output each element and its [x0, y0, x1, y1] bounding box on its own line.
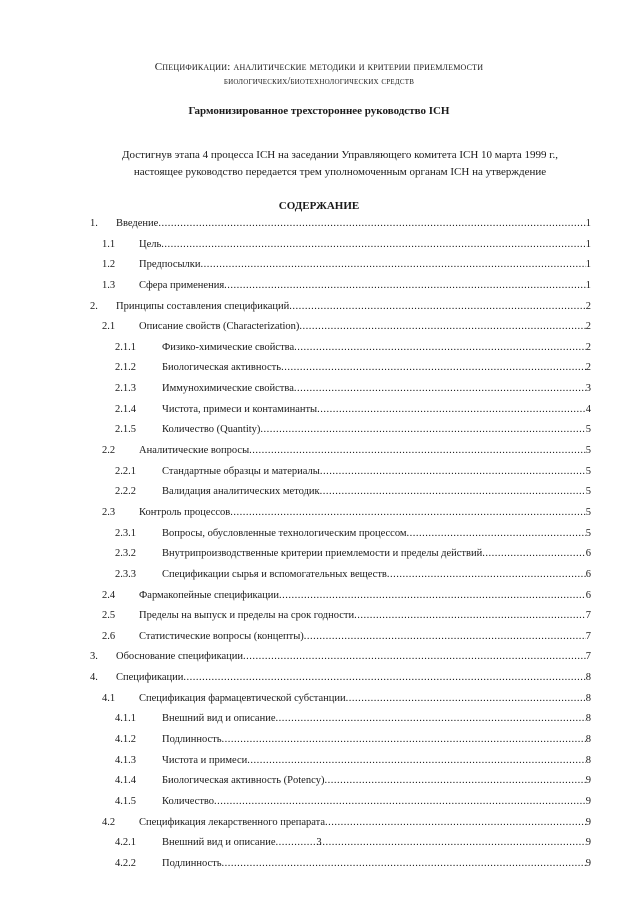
toc-entry[interactable] [0, 730, 638, 751]
toc-entry-number: 2.1 [102, 321, 116, 333]
toc-entry-page: 9 [585, 837, 591, 849]
toc-entry-line [139, 813, 591, 834]
toc-entry[interactable] [0, 358, 638, 379]
toc-entry[interactable] [0, 792, 638, 813]
toc-entry-line [116, 647, 591, 668]
toc-entry-number: 4.1.3 [115, 754, 136, 766]
toc-entry-page: 8 [585, 754, 591, 766]
toc-entry[interactable] [0, 524, 638, 545]
toc-entry-number: 4.2 [102, 816, 116, 828]
toc-entry-line [139, 606, 591, 627]
toc-entry-line [116, 297, 591, 318]
toc-leader-dots [161, 235, 585, 256]
toc-entry-page: 8 [585, 734, 591, 746]
toc-entry-line [139, 441, 591, 462]
toc-entry-label: Сфера применения [139, 276, 224, 297]
toc-leader-dots [222, 854, 586, 875]
toc-entry-number: 2.1.1 [115, 341, 136, 353]
toc-entry-line [139, 276, 591, 297]
toc-entry-line [162, 482, 591, 503]
toc-entry-number: 1.3 [102, 279, 116, 291]
toc-entry-line [139, 627, 591, 648]
toc-entry-number: 2.3 [102, 506, 116, 518]
toc-entry[interactable] [0, 338, 638, 359]
toc-entry-label: Аналитические вопросы [139, 441, 249, 462]
intro-line-2: настоящее руководство передается трем уполномоченным органам ICH на утверждение [133, 166, 547, 178]
toc-leader-dots [249, 441, 586, 462]
toc-entry-line [162, 420, 591, 441]
toc-entry-number: 2.1.3 [115, 383, 136, 395]
toc-entry[interactable] [0, 214, 638, 235]
toc-leader-dots [346, 689, 586, 710]
toc-leader-dots [243, 647, 586, 668]
toc-leader-dots [289, 297, 585, 318]
toc-entry-number: 4.2.2 [115, 857, 136, 869]
toc-entry[interactable] [0, 565, 638, 586]
toc-entry-line [139, 235, 591, 256]
intro-line-1: Достигнув этапа 4 процесса ICH на заседании Управляющего комитета ICH 10 марта 1999 г., [121, 149, 558, 161]
toc-entry-number: 2.4 [102, 589, 116, 601]
toc-entry-label: Физико-химические свойства [162, 338, 294, 359]
toc-leader-dots [325, 771, 586, 792]
toc-leader-dots [183, 668, 585, 689]
table-of-contents [0, 214, 638, 875]
toc-entry-line [162, 462, 591, 483]
toc-entry-number: 2.3.2 [115, 548, 136, 560]
toc-entry-page: 5 [585, 445, 591, 457]
toc-entry-label: Валидация аналитических методик [162, 482, 320, 503]
toc-entry-page: 9 [585, 816, 591, 828]
toc-entry-label: Пределы на выпуск и пределы на срок годности [139, 606, 354, 627]
toc-entry-page: 5 [585, 527, 591, 539]
toc-entry-number: 4.1 [102, 692, 116, 704]
toc-entry-label: Контроль процессов [139, 503, 230, 524]
toc-entry-label: Подлинность [162, 730, 222, 751]
toc-entry[interactable] [0, 420, 638, 441]
document-title-line1-text: Спецификации: аналитические методики и критерии приемлемости [154, 61, 484, 73]
toc-entry-line [162, 524, 591, 545]
toc-entry[interactable] [0, 627, 638, 648]
toc-entry-label: Биологическая активность [162, 358, 281, 379]
toc-leader-dots [201, 255, 586, 276]
toc-entry-number: 2.3.1 [115, 527, 136, 539]
document-title-line1 [0, 61, 638, 73]
toc-entry[interactable] [0, 854, 638, 875]
toc-entry-page: 5 [585, 465, 591, 477]
toc-entry-number: 4.2.1 [115, 837, 136, 849]
toc-entry-number: 2.3.3 [115, 568, 136, 580]
toc-entry-label: Цель [139, 235, 161, 256]
toc-entry-number: 4.1.1 [115, 713, 136, 725]
toc-entry-line [162, 565, 591, 586]
toc-entry-label: Спецификация лекарственного препарата [139, 813, 325, 834]
toc-entry[interactable] [0, 771, 638, 792]
toc-entry[interactable] [0, 689, 638, 710]
toc-leader-dots [158, 214, 585, 235]
toc-entry-line [116, 214, 591, 235]
toc-entry[interactable] [0, 317, 638, 338]
toc-entry-page: 1 [585, 279, 591, 291]
toc-entry-label: Стандартные образцы и материалы [162, 462, 320, 483]
toc-entry[interactable] [0, 606, 638, 627]
toc-entry[interactable] [0, 647, 638, 668]
toc-entry[interactable] [0, 379, 638, 400]
toc-entry-label: Внешний вид и описание [162, 833, 275, 854]
toc-entry[interactable] [0, 813, 638, 834]
toc-leader-dots [482, 544, 586, 565]
toc-entry-number: 1.1 [102, 238, 116, 250]
toc-leader-dots [317, 400, 586, 421]
toc-entry-label: Спецификации [116, 668, 183, 689]
toc-entry-line [139, 503, 591, 524]
toc-entry-label: Обоснование спецификации [116, 647, 243, 668]
toc-entry-line [162, 751, 591, 772]
toc-entry-label: Фармакопейные спецификации [139, 586, 279, 607]
toc-entry-number: 2.2.2 [115, 486, 136, 498]
toc-entry-page: 2 [585, 362, 591, 374]
toc-entry-number: 2.1.4 [115, 403, 136, 415]
toc-entry-page: 2 [585, 341, 591, 353]
toc-entry-line [116, 668, 591, 689]
toc-entry-number: 4.1.5 [115, 795, 136, 807]
toc-entry-number: 2.1.2 [115, 362, 136, 374]
toc-entry-line [162, 338, 591, 359]
toc-entry-page: 1 [585, 238, 591, 250]
toc-leader-dots [320, 462, 586, 483]
intro-paragraph [60, 147, 620, 181]
toc-leader-dots [354, 606, 586, 627]
toc-entry-number: 1.2 [102, 259, 116, 271]
toc-entry-number: 4. [90, 672, 98, 684]
toc-entry-page: 5 [585, 424, 591, 436]
toc-entry[interactable] [0, 668, 638, 689]
toc-leader-dots [294, 379, 586, 400]
toc-leader-dots [275, 709, 585, 730]
toc-entry-label: Иммунохимические свойства [162, 379, 294, 400]
toc-entry-number: 2.2 [102, 445, 116, 457]
toc-entry-label: Спецификации сырья и вспомогательных веществ [162, 565, 387, 586]
toc-entry-number: 4.1.2 [115, 734, 136, 746]
toc-entry-label: Вопросы, обусловленные технологическим процессом [162, 524, 407, 545]
toc-leader-dots [320, 482, 586, 503]
toc-entry-line [162, 358, 591, 379]
toc-entry-line [162, 400, 591, 421]
toc-entry-label: Внешний вид и описание [162, 709, 275, 730]
toc-entry-label: Количество (Quantity) [162, 420, 260, 441]
toc-leader-dots [279, 586, 586, 607]
toc-entry-page: 7 [585, 630, 591, 642]
toc-leader-dots [387, 565, 586, 586]
toc-entry[interactable] [0, 544, 638, 565]
toc-entry[interactable] [0, 751, 638, 772]
toc-entry-page: 1 [585, 218, 591, 229]
toc-leader-dots [325, 813, 586, 834]
toc-entry-page: 6 [585, 568, 591, 580]
toc-entry[interactable] [0, 462, 638, 483]
toc-entry-page: 7 [585, 651, 591, 663]
toc-leader-dots [304, 627, 586, 648]
toc-entry-page: 8 [585, 692, 591, 704]
toc-entry-number: 2.5 [102, 610, 116, 622]
toc-entry-number: 2.6 [102, 630, 116, 642]
toc-entry-label: Чистота и примеси [162, 751, 247, 772]
toc-entry-label: Подлинность [162, 854, 222, 875]
toc-entry[interactable] [0, 586, 638, 607]
document-title-line2-text: биологических/биотехнологических средств [223, 76, 415, 87]
toc-leader-dots [224, 276, 586, 297]
toc-entry-label: Количество [162, 792, 214, 813]
toc-entry-number: 4.1.4 [115, 775, 136, 787]
document-subtitle: Гармонизированное трехстороннее руководство ICH [188, 105, 450, 117]
toc-leader-dots [222, 730, 586, 751]
toc-entry-line [162, 792, 591, 813]
toc-entry-page: 8 [585, 672, 591, 684]
document-title-line2 [0, 76, 638, 87]
toc-entry-label: Введение [116, 214, 158, 235]
toc-entry-page: 9 [585, 857, 591, 869]
toc-entry[interactable] [0, 255, 638, 276]
toc-entry-number: 2.1.5 [115, 424, 136, 436]
toc-entry-page: 4 [585, 403, 591, 415]
toc-leader-dots [214, 792, 586, 813]
toc-entry-page: 5 [585, 506, 591, 518]
toc-entry[interactable] [0, 235, 638, 256]
toc-entry[interactable] [0, 441, 638, 462]
toc-leader-dots [230, 503, 585, 524]
toc-heading: СОДЕРЖАНИЕ [278, 200, 360, 212]
toc-entry-label: Предпосылки [139, 255, 201, 276]
toc-entry-page: 2 [585, 300, 591, 312]
toc-leader-dots [407, 524, 586, 545]
toc-leader-dots [294, 338, 586, 359]
toc-entry-line [139, 255, 591, 276]
toc-entry-number: 1. [90, 218, 98, 229]
toc-entry-page: 9 [585, 795, 591, 807]
toc-entry-line [162, 709, 591, 730]
toc-entry[interactable] [0, 709, 638, 730]
toc-leader-dots [260, 420, 585, 441]
toc-entry-line [139, 586, 591, 607]
toc-entry-page: 6 [585, 548, 591, 560]
toc-entry-page: 7 [585, 610, 591, 622]
toc-entry-number: 2. [90, 300, 98, 312]
toc-entry-line [162, 854, 591, 875]
toc-entry-page: 1 [585, 259, 591, 271]
toc-entry-page: 9 [585, 775, 591, 787]
toc-entry[interactable] [0, 400, 638, 421]
toc-entry-line [139, 689, 591, 710]
toc-entry-number: 3. [90, 651, 98, 663]
toc-entry-page: 5 [585, 486, 591, 498]
page-number: 3 [316, 837, 322, 848]
toc-entry-page: 6 [585, 589, 591, 601]
toc-entry-line [162, 379, 591, 400]
toc-entry[interactable] [0, 503, 638, 524]
toc-leader-dots [299, 317, 585, 338]
toc-entry-label: Описание свойств (Characterization) [139, 317, 299, 338]
toc-entry-line [162, 544, 591, 565]
toc-leader-dots [247, 751, 586, 772]
toc-entry-label: Чистота, примеси и контаминанты [162, 400, 317, 421]
toc-entry-label: Внутрипроизводственные критерии приемлемости и пределы действий [162, 544, 482, 565]
toc-entry[interactable] [0, 297, 638, 318]
toc-entry-label: Принципы составления спецификаций [116, 297, 289, 318]
toc-entry-page: 3 [585, 383, 591, 395]
toc-entry-page: 8 [585, 713, 591, 725]
toc-entry-line [139, 317, 591, 338]
toc-entry-line [162, 771, 591, 792]
toc-entry-number: 2.2.1 [115, 465, 136, 477]
toc-entry-label: Спецификация фармацевтической субстанции [139, 689, 346, 710]
toc-leader-dots [281, 358, 586, 379]
toc-entry[interactable] [0, 276, 638, 297]
toc-entry-label: Статистические вопросы (концепты) [139, 627, 304, 648]
toc-entry[interactable] [0, 482, 638, 503]
toc-entry-line [162, 730, 591, 751]
toc-entry-label: Биологическая активность (Potency) [162, 771, 325, 792]
toc-entry-page: 2 [585, 321, 591, 333]
